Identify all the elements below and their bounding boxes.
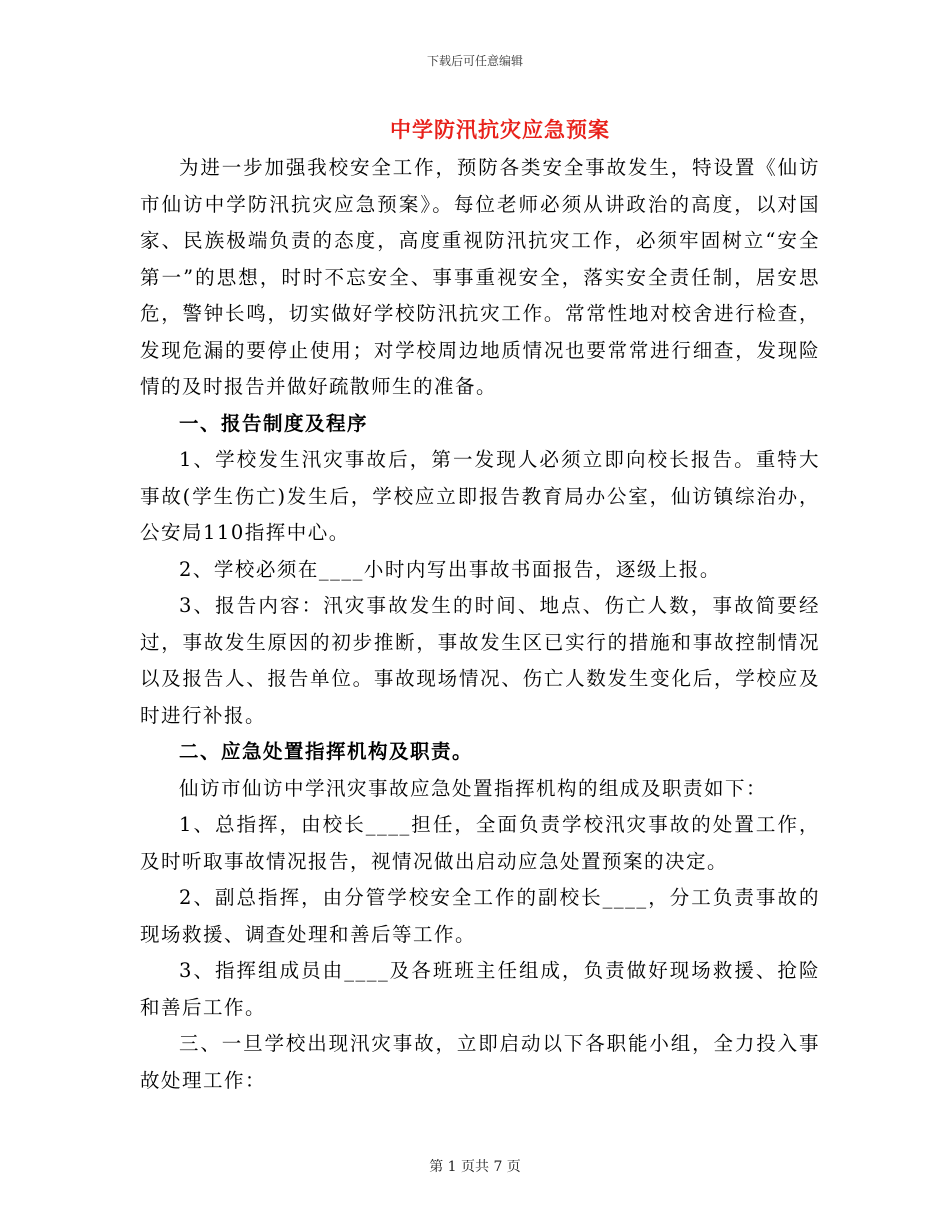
document-body bbox=[140, 150, 820, 1099]
intro-paragraph: 为进一步加强我校安全工作，预防各类安全事故发生，特设置《仙访市仙访中学防汛抗灾应急预案》。每位老师必须从讲政治的高度，以对国家、民族极端负责的态度，高度重视防汛抗灾工作，必须牢固树立“安全第一”的思想，时时不忘安全、事事重视安全，落实安全责任制，居安思危，警钟长鸣，切实做好学校防汛抗灾工作。常常性地对校舍进行检查，发现危漏的要停止使用；对学校周边地质情况也要常常进行细查，发现险情的及时报告并做好疏散师生的准备。 bbox=[140, 156, 820, 398]
section-heading-report: 一、报告制度及程序 bbox=[179, 411, 369, 435]
document-title: 中学防汛抗灾应急预案 bbox=[390, 117, 610, 142]
report-item-1: 1、学校发生汛灾事故后，第一发现人必须立即向校长报告。重特大事故(学生伤亡)发生后，学校应立即报告教育局办公室，仙访镇综治办，公安局110指挥中心。 bbox=[140, 448, 820, 544]
section-heading-command: 二、应急处置指挥机构及职责。 bbox=[179, 740, 474, 763]
command-item-2: 2、副总指挥，由分管学校安全工作的副校长____，分工负责事故的现场救援、调查处理和善后等工作。 bbox=[140, 886, 820, 946]
section-three-paragraph: 三、一旦学校出现汛灾事故，立即启动以下各职能小组，全力投入事故处理工作： bbox=[140, 1032, 820, 1092]
report-item-2: 2、学校必须在____小时内写出事故书面报告，逐级上报。 bbox=[179, 557, 721, 581]
command-item-3: 3、指挥组成员由____及各班班主任组成，负责做好现场救援、抢险和善后工作。 bbox=[140, 959, 820, 1019]
report-item-3: 3、报告内容：汛灾事故发生的时间、地点、伤亡人数，事故简要经过，事故发生原因的初步推断，事故发生区已实行的措施和事故控制情况以及报告人、报告单位。事故现场情况、伤亡人数发生变化后，学校应及时进行补报。 bbox=[140, 594, 820, 727]
download-note: 下载后可任意编辑 bbox=[426, 54, 523, 68]
command-item-1: 1、总指挥，由校长____担任，全面负责学校汛灾事故的处置工作，及时听取事故情况报告，视情况做出启动应急处置预案的决定。 bbox=[140, 813, 820, 873]
page-number-footer: 第 1 页共 7 页 bbox=[429, 1159, 521, 1175]
command-intro: 仙访市仙访中学汛灾事故应急处置指挥机构的组成及职责如下： bbox=[179, 776, 768, 800]
